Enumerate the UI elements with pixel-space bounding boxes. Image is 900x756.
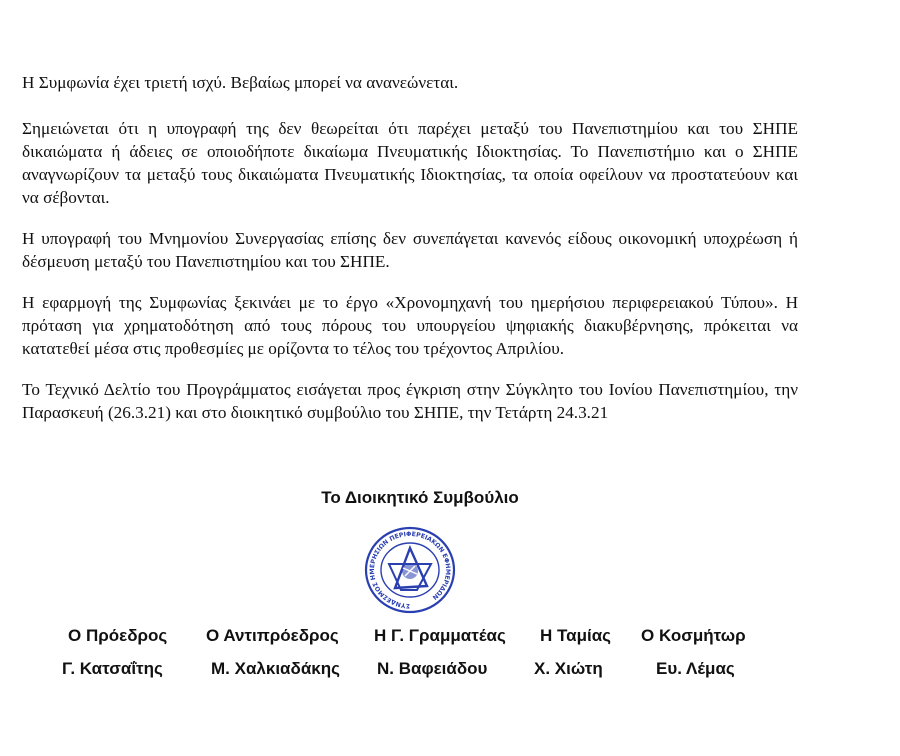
paragraph-intellectual-property: Σημειώνεται ότι η υπογραφή της δεν θεωρείται ότι παρέχει μεταξύ του Πανεπιστημίου και του ΣΗΠΕ δικαιώματα ή άδειες σε οποιοδήποτε δικαίωμα Πνευματικής Ιδιοκτησίας. Το Πανεπιστήμιο και ο ΣΗΠΕ αναγνωρίζουν τα μεταξύ τους δικαιώματα Πνευματικής Ιδιοκτησίας, τα οποία οφείλουν να προστατεύουν και να σέβονται. [22,119,798,207]
signatory-name-president: Γ. Κατσαΐτης [62,659,163,678]
paragraph-financial-obligation: Η υπογραφή του Μνημονίου Συνεργασίας επίσης δεν συνεπάγεται κανενός είδους οικονομική υποχρέωση ή δέσμευση μεταξύ του Πανεπιστημίου και του ΣΗΠΕ. [22,229,798,271]
paragraph-technical-bulletin: Το Τεχνικό Δελτίο του Προγράμματος εισάγεται προς έγκριση στην Σύγκλητο του Ιονίου Πανεπιστημίου, την Παρασκευή (26.3.21) και στο διοικητικό συμβούλιο του ΣΗΠΕ, την Τετάρτη 24.3.21 [22,380,798,422]
board-title: Το Διοικητικό Συμβούλιο [321,488,519,507]
signatory-role-treasurer: Η Ταμίας [540,626,611,645]
signatory-role-vice-president: Ο Αντιπρόεδρος [206,626,339,645]
paragraph-validity: Η Συμφωνία έχει τριετή ισχύ. Βεβαίως μπορεί να ανανεώνεται. [22,73,459,92]
paragraph-implementation: Η εφαρμογή της Συμφωνίας ξεκινάει με το έργο «Χρονομηχανή του ημερήσιου περιφερειακού Τύπου». Η πρόταση για χρηματοδότηση από τους πόρους του υπουργείου ψηφιακής διακυβέρνησης, πρόκειται να κατατεθεί μέσα στις προθεσμίες με ορίζοντα το τέλος του τρέχοντος Απριλίου. [22,293,798,358]
signatory-role-secretary-general: Η Γ. Γραμματέας [374,626,506,645]
organization-seal-icon [355,524,465,616]
signatory-name-vice-president: Μ. Χαλκιαδάκης [211,659,340,678]
signatory-name-curator: Ευ. Λέμας [656,659,735,678]
signatory-role-president: Ο Πρόεδρος [68,626,168,645]
signatory-role-curator: Ο Κοσμήτωρ [641,626,746,645]
signatory-name-treasurer: Χ. Χιώτη [534,659,603,678]
signatory-name-secretary-general: Ν. Βαφειάδου [377,659,488,678]
seal-text: ΣΥΝΔΕΣΜΟΣ ΗΜΕΡΗΣΙΩΝ ΠΕΡΙΦΕΡΕΙΑΚΩΝ ΕΦΗΜΕΡΙΔΩΝ [368,530,452,610]
